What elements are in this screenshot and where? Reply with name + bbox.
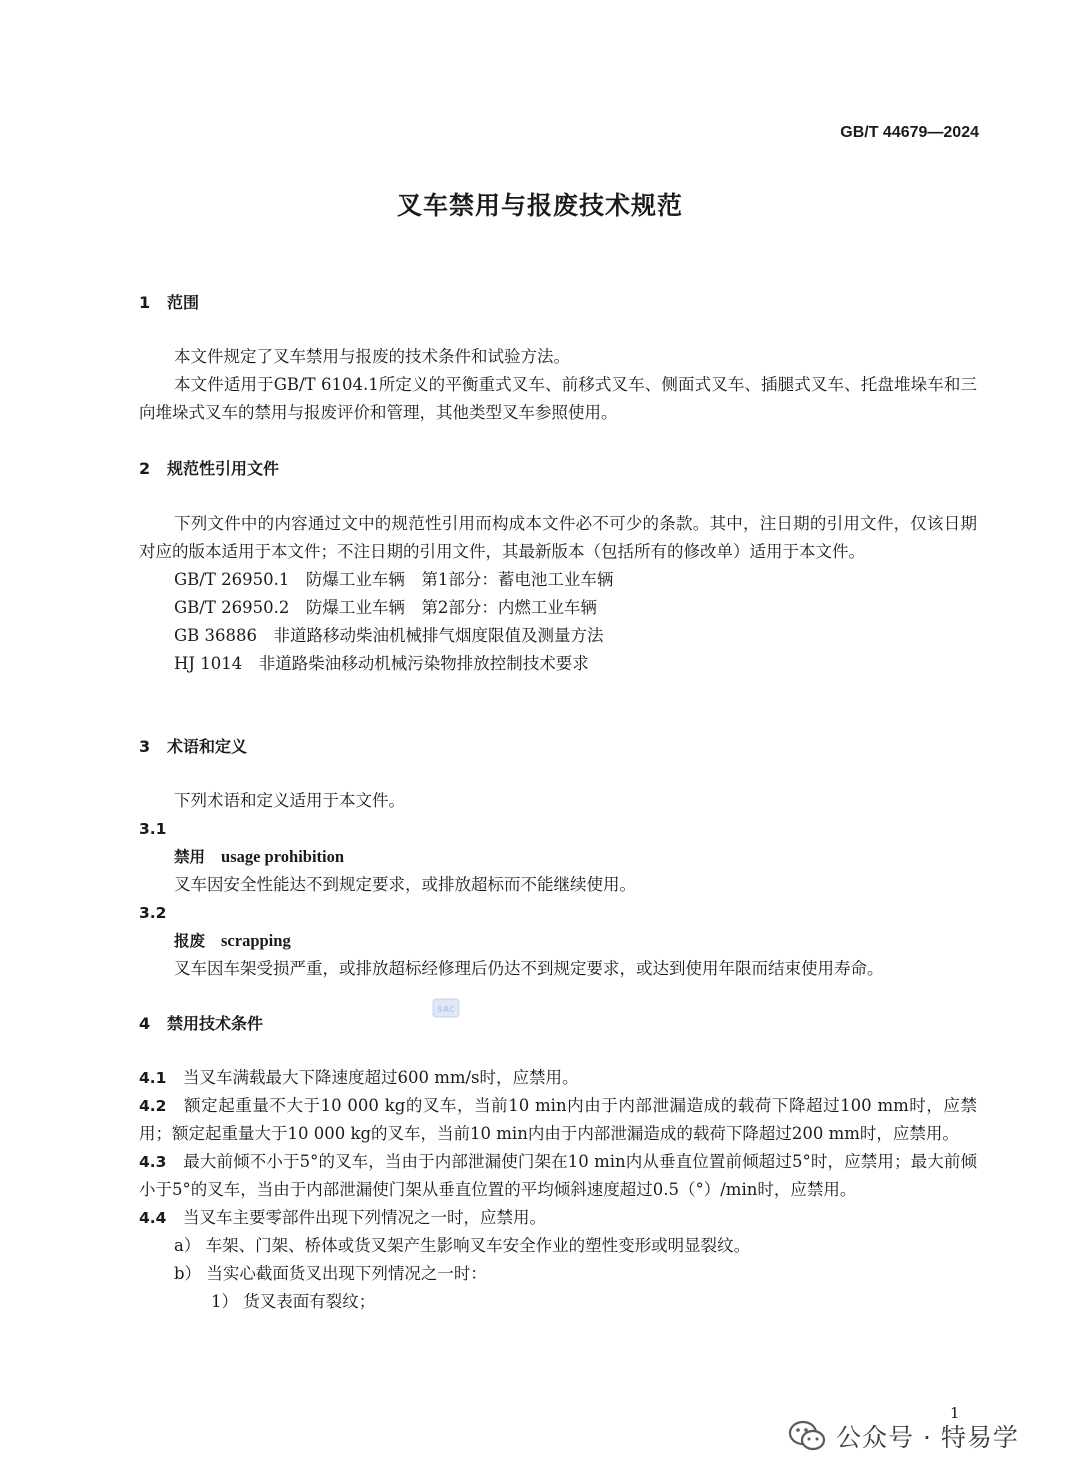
section-4-title: 禁用技术条件 [167,1014,264,1033]
section-2-body [139,510,977,678]
clause-id: 4.4 [139,1209,167,1227]
section-1-para-1: 本文件规定了叉车禁用与报废的技术条件和试验方法。 [174,347,570,366]
list-text: 车架、门架、桥体或货叉架产生影响叉车安全作业的塑性变形或明显裂纹。 [205,1236,751,1255]
reference-item: GB/T 26950.1 防爆工业车辆 第1部分：蓄电池工业车辆 [174,570,614,589]
wechat-account-label: 公众号 · 特易学 [836,1423,1019,1452]
section-2-heading [139,456,279,479]
clause-id: 4.2 [139,1097,167,1115]
section-1-number: 1 [139,293,151,312]
clause-text: 最大前倾不小于5°的叉车，当由于内部泄漏使门架在10 min内从垂直位置前倾超过5°时，应禁用；最大前倾小于5°的叉车，当由于内部泄漏使门架从垂直位置的平均倾斜速度超过0.5（°）/min时，应禁用。 [139,1152,977,1199]
clause-text: 当叉车满载最大下降速度超过600 mm/s时，应禁用。 [182,1068,579,1087]
section-3-intro: 下列术语和定义适用于本文件。 [174,791,405,810]
section-3-number: 3 [139,737,151,756]
section-1-title: 范围 [167,293,200,312]
section-4-heading [139,1011,263,1034]
term-heading [139,927,977,955]
clause-4-1 [139,1064,977,1092]
list-item-b [139,1260,977,1288]
term-english: usage prohibition [221,847,345,866]
clause-4-4 [139,1204,977,1232]
section-2-title: 规范性引用文件 [167,459,280,478]
term-chinese: 禁用 [174,848,206,866]
list-item-a [139,1232,977,1260]
sublist-text: 货叉表面有裂纹； [243,1292,376,1311]
reference-item: GB 36886 非道路移动柴油机械排气烟度限值及测量方法 [174,626,604,645]
list-label: a） [174,1236,201,1255]
term-id: 3.2 [139,904,167,922]
list-label: b） [174,1264,202,1283]
section-3-body [139,787,977,983]
term-definition: 叉车因安全性能达不到规定要求，或排放超标而不能继续使用。 [174,875,636,894]
section-1-heading [139,290,199,313]
standard-number: GB/T 44679—2024 [840,124,979,141]
clause-text: 当叉车主要零部件出现下列情况之一时，应禁用。 [182,1208,546,1227]
page-number: 1 [950,1404,960,1422]
section-3-title: 术语和定义 [167,737,248,756]
sublist-item-1 [139,1288,977,1316]
section-2-number: 2 [139,459,151,478]
clause-id: 4.1 [139,1069,167,1087]
clause-4-2 [139,1092,977,1148]
term-english: scrapping [221,931,291,950]
sublist-label: 1） [211,1292,238,1311]
term-chinese: 报废 [174,932,206,950]
section-2-intro: 下列文件中的内容通过文中的规范性引用而构成本文件必不可少的条款。其中，注日期的引用文件，仅该日期对应的版本适用于本文件；不注日期的引用文件，其最新版本（包括所有的修改单）适用于本文件。 [139,514,977,561]
section-3-heading [139,734,247,757]
document-title: 叉车禁用与报废技术规范 [396,191,683,220]
sac-stamp-icon [432,996,460,1020]
term-id: 3.1 [139,820,167,838]
reference-item: GB/T 26950.2 防爆工业车辆 第2部分：内燃工业车辆 [174,598,597,617]
sac-stamp-text: SAC [437,1005,455,1014]
clause-id: 4.3 [139,1153,167,1171]
clause-4-3 [139,1148,977,1204]
wechat-watermark [788,1418,1019,1454]
section-4-number: 4 [139,1014,151,1033]
clause-text: 额定起重量不大于10 000 kg的叉车，当前10 min内由于内部泄漏造成的载荷下降超过100 mm时，应禁用；额定起重量大于10 000 kg的叉车，当前10 min内由于内部泄漏造成的载荷下降超过200 mm时，应禁用。 [139,1096,977,1143]
list-text: 当实心截面货叉出现下列情况之一时： [206,1264,487,1283]
term-heading [139,843,977,871]
wechat-icon [788,1420,826,1452]
reference-item: HJ 1014 非道路柴油移动机械污染物排放控制技术要求 [174,654,589,673]
section-1-para-2: 本文件适用于GB/T 6104.1所定义的平衡重式叉车、前移式叉车、侧面式叉车、插腿式叉车、托盘堆垛车和三向堆垛式叉车的禁用与报废评价和管理，其他类型叉车参照使用。 [139,375,977,422]
term-definition: 叉车因车架受损严重，或排放超标经修理后仍达不到规定要求，或达到使用年限而结束使用寿命。 [174,959,884,978]
section-4-body [139,1064,977,1316]
section-1-body [139,343,977,427]
